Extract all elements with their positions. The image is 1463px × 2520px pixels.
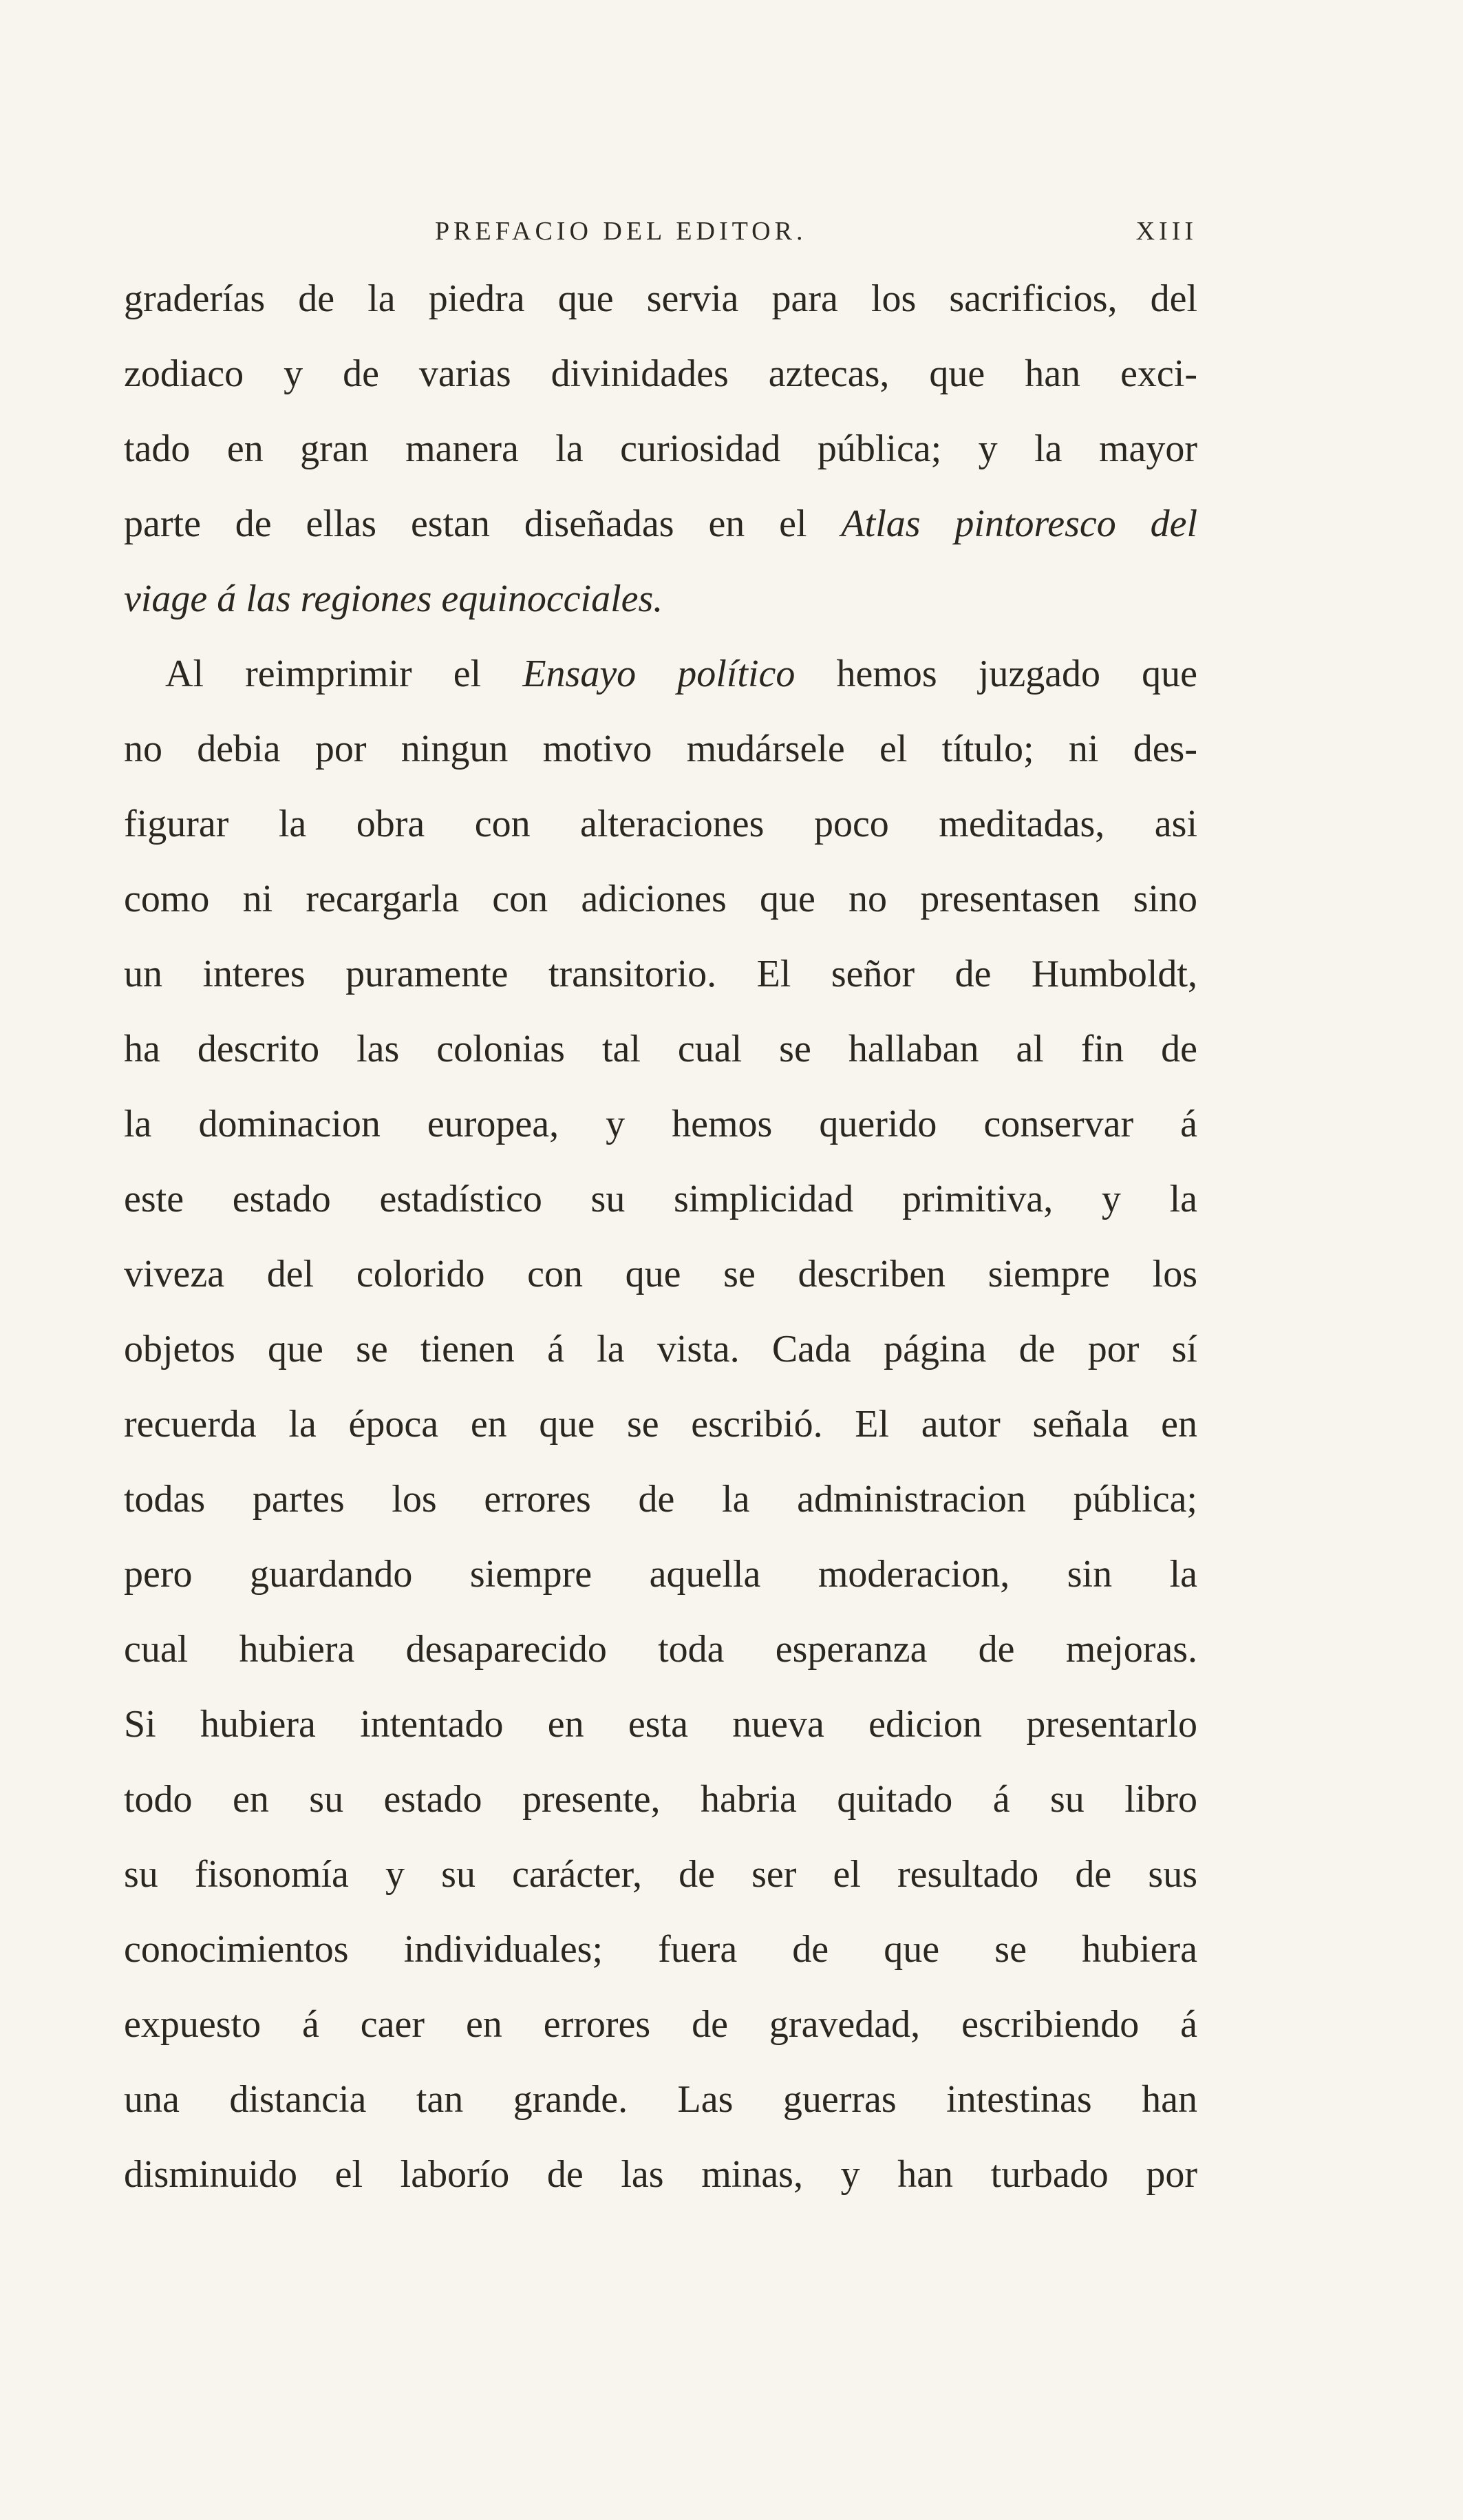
text-line: Si hubiera intentado en esta nueva edicion presentarlo	[124, 1703, 1197, 1746]
text-line: graderías de la piedra que servia para los sacrificios, del	[124, 277, 1197, 320]
text-line: pero guardando siempre aquella moderacion, sin la	[124, 1553, 1197, 1596]
text-line: cual hubiera desaparecido toda esperanza de mejoras.	[124, 1628, 1197, 1671]
text-line	[124, 637, 1197, 712]
text-line: objetos que se tienen á la vista. Cada página de por sí	[124, 1328, 1197, 1370]
body-text	[124, 262, 1197, 2212]
text-line: tado en gran manera la curiosidad pública; y la mayor	[124, 427, 1197, 470]
text-line: viveza del colorido con que se describen siempre los	[124, 1253, 1197, 1295]
italic-title: Atlas pintoresco del	[841, 502, 1197, 545]
text-line: este estado estadístico su simplicidad primitiva, y la	[124, 1178, 1197, 1220]
text-line: su fisonomía y su carácter, de ser el resultado de sus	[124, 1853, 1197, 1896]
text-line: todas partes los errores de la administracion pública;	[124, 1478, 1197, 1521]
text-line: zodiaco y de varias divinidades aztecas, que han exci-	[124, 352, 1197, 395]
text-line: disminuido el laborío de las minas, y han turbado por	[124, 2153, 1197, 2196]
text-run: parte de ellas estan diseñadas en el	[124, 502, 807, 545]
text-line: un interes puramente transitorio. El señor de Humboldt,	[124, 953, 1197, 995]
text-line: la dominacion europea, y hemos querido conservar á	[124, 1103, 1197, 1145]
text-line: expuesto á caer en errores de gravedad, escribiendo á	[124, 2003, 1197, 2046]
text-line: como ni recargarla con adiciones que no presentasen sino	[124, 878, 1197, 920]
text-line	[124, 487, 1197, 562]
text-line: ha descrito las colonias tal cual se hallaban al fin de	[124, 1028, 1197, 1070]
text-run: hemos juzgado que	[836, 653, 1198, 695]
italic-title: viage á las regiones equinocciales.	[124, 578, 663, 620]
text-line: conocimientos individuales; fuera de que se hubiera	[124, 1928, 1197, 1971]
page-number: XIII	[1135, 217, 1197, 246]
text-line: figurar la obra con alteraciones poco meditadas, asi	[124, 803, 1197, 845]
text-run: Al reimprimir el	[165, 653, 482, 695]
text-line	[124, 562, 1197, 637]
running-head	[124, 212, 1197, 251]
text-line: una distancia tan grande. Las guerras intestinas han	[124, 2078, 1197, 2121]
text-line: recuerda la época en que se escribió. El autor señala en	[124, 1403, 1197, 1446]
italic-title: Ensayo político	[522, 653, 795, 695]
text-line: todo en su estado presente, habria quitado á su libro	[124, 1778, 1197, 1821]
running-head-title: PREFACIO DEL EDITOR.	[435, 217, 807, 246]
text-line: no debia por ningun motivo mudársele el título; ni des-	[124, 728, 1197, 770]
